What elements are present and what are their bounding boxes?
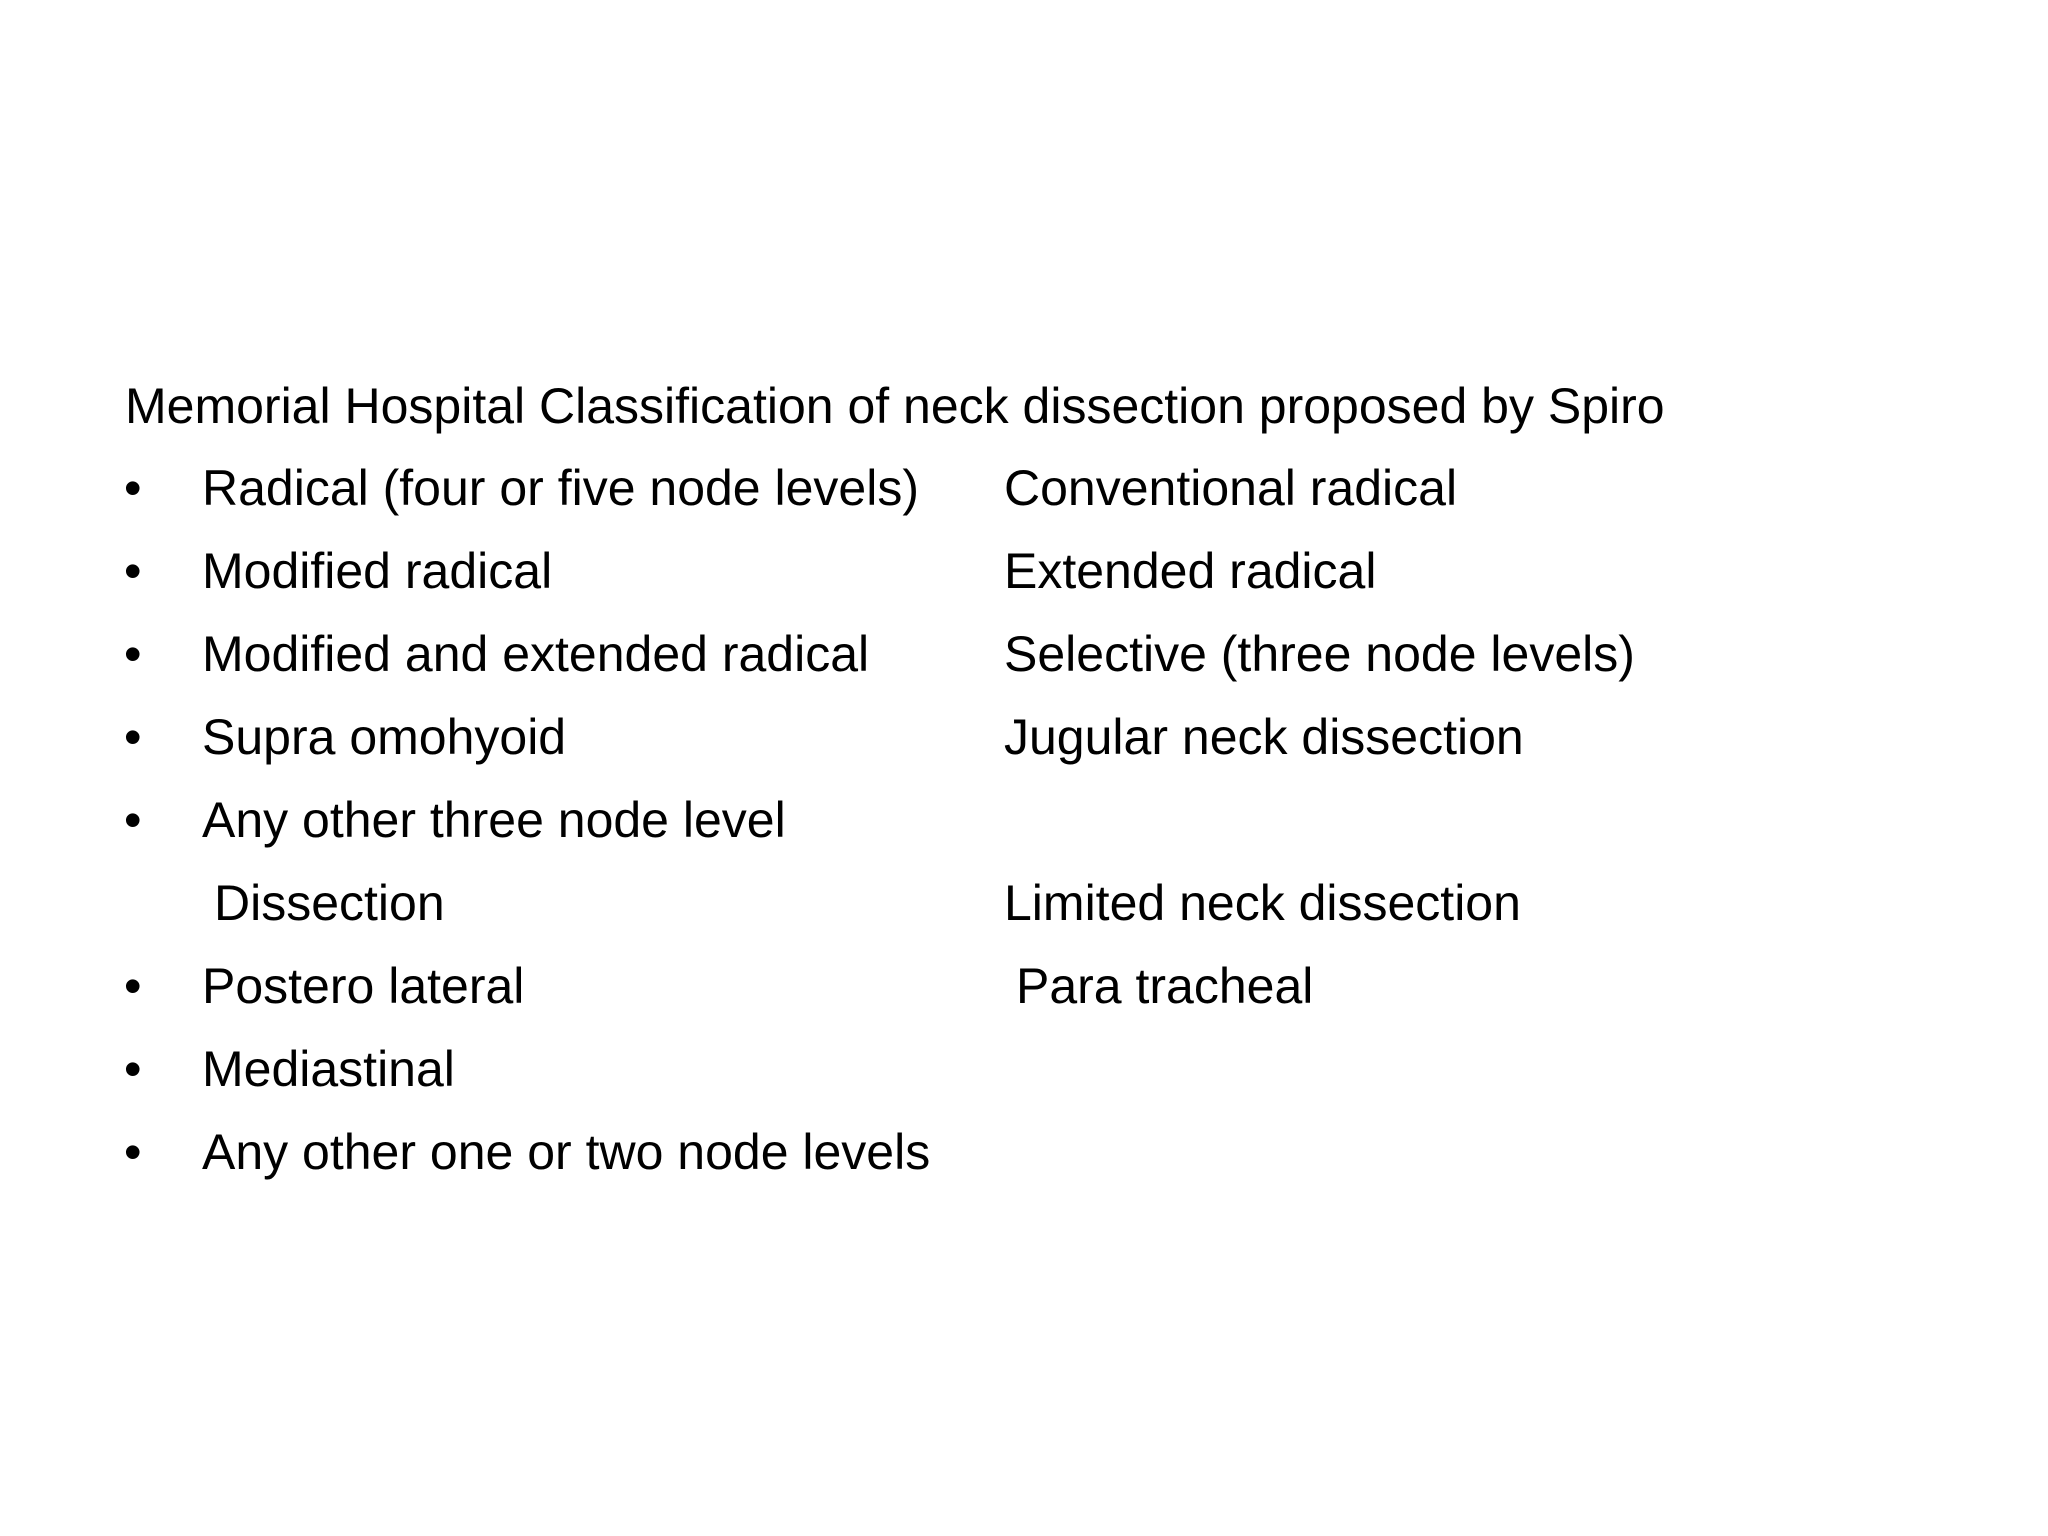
list-item (0, 539, 2048, 622)
right-column-text: Selective (three node levels) (1004, 626, 1635, 682)
right-column-text: Jugular neck dissection (1004, 709, 1524, 765)
right-column-text: Conventional radical (1004, 460, 1458, 516)
left-column-text: Mediastinal (202, 1041, 455, 1097)
left-column-text: Radical (four or five node levels) (202, 460, 919, 516)
slide-heading: Memorial Hospital Classification of neck dissection proposed by Spiro (125, 378, 1665, 434)
left-column-text: Modified radical (202, 543, 553, 599)
right-column-text: Limited neck dissection (1004, 875, 1521, 931)
bullet-icon: • (124, 792, 142, 848)
left-column-text: Dissection (214, 875, 445, 931)
list-item (0, 1037, 2048, 1120)
left-column-text: Any other three node level (202, 792, 786, 848)
left-column-text: Postero lateral (202, 958, 525, 1014)
bullet-icon: • (124, 543, 142, 599)
bullet-icon: • (124, 460, 142, 516)
list-item (0, 1120, 2048, 1203)
right-column-text: Extended radical (1004, 543, 1377, 599)
list-item (0, 954, 2048, 1037)
right-column-text: Para tracheal (1016, 958, 1314, 1014)
list-item (0, 622, 2048, 705)
bullet-icon: • (124, 709, 142, 765)
list-item (0, 788, 2048, 871)
list-item (0, 705, 2048, 788)
list-item (0, 456, 2048, 539)
bullet-icon: • (124, 958, 142, 1014)
bullet-icon: • (124, 1124, 142, 1180)
bullet-icon: • (124, 626, 142, 682)
left-column-text: Any other one or two node levels (202, 1124, 931, 1180)
bullet-icon: • (124, 1041, 142, 1097)
list-item-continuation (0, 871, 2048, 954)
left-column-text: Modified and extended radical (202, 626, 870, 682)
left-column-text: Supra omohyoid (202, 709, 567, 765)
